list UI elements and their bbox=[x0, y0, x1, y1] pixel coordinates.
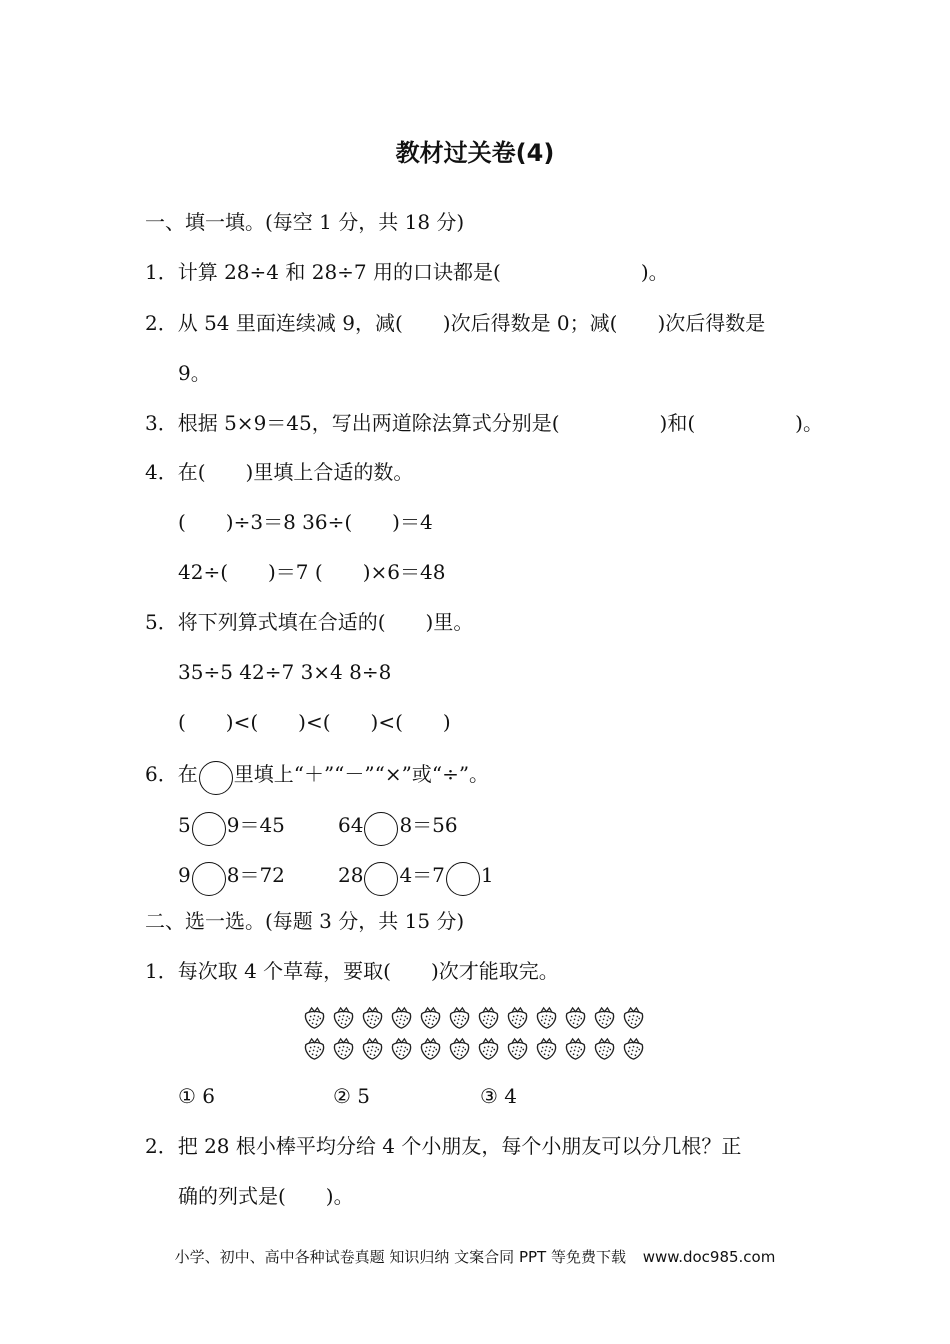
strawberry-icon bbox=[476, 1005, 501, 1030]
operator-circle bbox=[364, 862, 398, 896]
strawberry-icon bbox=[360, 1005, 385, 1030]
operator-item-c: 9 8＝72 bbox=[178, 861, 285, 896]
strawberry-icon bbox=[563, 1005, 588, 1030]
operator-circle bbox=[192, 862, 226, 896]
footer-text: 小学、初中、高中各种试卷真题 知识归纳 文案合同 PPT 等免费下载 bbox=[174, 1248, 626, 1266]
question-1-6 bbox=[145, 760, 489, 795]
strawberry-icon bbox=[447, 1036, 472, 1061]
strawberry-icon bbox=[389, 1036, 414, 1061]
footer-link[interactable]: www.doc985.com bbox=[642, 1248, 776, 1266]
operator-item-b: 64 8＝56 bbox=[338, 811, 458, 846]
question-1-6-suffix: 里填上“＋”“－”“×”或“÷”。 bbox=[233, 762, 490, 786]
footer bbox=[0, 1246, 950, 1267]
option-1: ① 6 bbox=[178, 1084, 216, 1108]
question-1-2-cont: 9。 bbox=[178, 361, 211, 385]
strawberry-icon bbox=[302, 1036, 327, 1061]
question-2-1: 1．每次取 4 个草莓，要取( )次才能取完。 bbox=[145, 959, 559, 983]
strawberry-icon bbox=[331, 1036, 356, 1061]
strawberry-icon bbox=[389, 1005, 414, 1030]
strawberry-icon bbox=[534, 1036, 559, 1061]
option-3: ③ 4 bbox=[480, 1084, 518, 1108]
question-1-5: 5．将下列算式填在合适的( )里。 bbox=[145, 610, 474, 634]
page-title: 教材过关卷(4) bbox=[395, 139, 555, 167]
operator-circle bbox=[199, 761, 233, 795]
operator-circle bbox=[446, 862, 480, 896]
strawberry-icon bbox=[505, 1005, 530, 1030]
question-1-3: 3．根据 5×9＝45，写出两道除法算式分别是( )和( )。 bbox=[145, 411, 823, 435]
operator-circle bbox=[364, 812, 398, 846]
strawberry-icon bbox=[505, 1036, 530, 1061]
question-1-5-expressions: 35÷5 42÷7 3×4 8÷8 bbox=[178, 660, 392, 684]
question-1-2: 2．从 54 里面连续减 9，减( )次后得数是 0；减( )次后得数是 bbox=[145, 311, 766, 335]
question-1-5-order: ( )<( )<( )<( ) bbox=[178, 710, 451, 734]
section-1-header: 一、填一填。(每空 1 分，共 18 分) bbox=[145, 210, 465, 234]
strawberry-icon bbox=[476, 1036, 501, 1061]
strawberry-icon bbox=[360, 1036, 385, 1061]
operator-item-a: 5 9＝45 bbox=[178, 811, 285, 846]
strawberry-icon bbox=[563, 1036, 588, 1061]
question-1-4: 4．在( )里填上合适的数。 bbox=[145, 460, 414, 484]
question-2-2-cont: 确的列式是( )。 bbox=[178, 1184, 354, 1208]
section-2-header: 二、选一选。(每题 3 分，共 15 分) bbox=[145, 909, 465, 933]
strawberry-icon bbox=[418, 1036, 443, 1061]
strawberry-row bbox=[302, 1036, 646, 1061]
strawberry-icon bbox=[621, 1036, 646, 1061]
question-2-2: 2．把 28 根小棒平均分给 4 个小朋友，每个小朋友可以分几根？正 bbox=[145, 1134, 742, 1158]
question-1-4-row1: ( )÷3＝8 36÷( )＝4 bbox=[178, 510, 433, 534]
strawberry-row bbox=[302, 1005, 646, 1030]
strawberry-icon bbox=[418, 1005, 443, 1030]
strawberry-icon bbox=[331, 1005, 356, 1030]
operator-item-d: 28 4＝7 1 bbox=[338, 861, 494, 896]
operator-circle bbox=[192, 812, 226, 846]
strawberry-icon bbox=[534, 1005, 559, 1030]
strawberry-icon bbox=[592, 1005, 617, 1030]
strawberry-icon bbox=[592, 1036, 617, 1061]
strawberry-icon bbox=[447, 1005, 472, 1030]
question-1-6-prefix: 6．在 bbox=[145, 762, 198, 786]
strawberry-icon bbox=[302, 1005, 327, 1030]
question-1-1: 1．计算 28÷4 和 28÷7 用的口诀都是( )。 bbox=[145, 260, 669, 284]
question-1-4-row2: 42÷( )＝7 ( )×6＝48 bbox=[178, 560, 446, 584]
option-2: ② 5 bbox=[333, 1084, 371, 1108]
strawberry-icon bbox=[621, 1005, 646, 1030]
